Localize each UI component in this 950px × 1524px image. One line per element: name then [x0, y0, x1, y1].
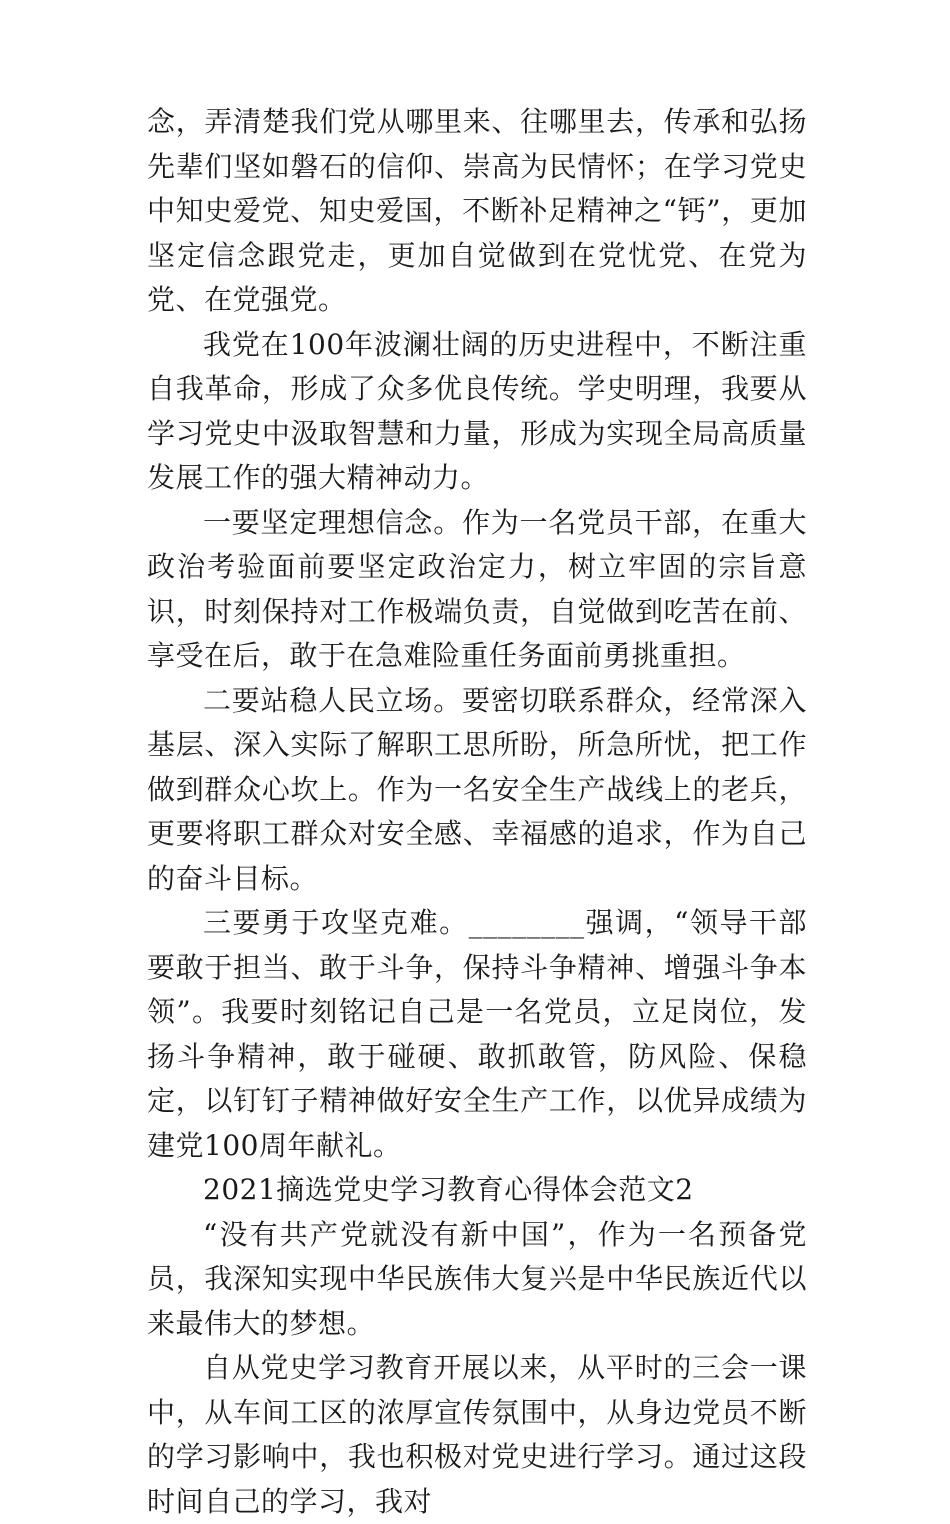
paragraph-ideals-belief: 一要坚定理想信念。作为一名党员干部，在重大政治考验面前要坚定政治定力，树立牢固的宗旨意识，时刻保持对工作极端负责，自觉做到吃苦在前、享受在后，敢于在急难险重任务面前勇挑重担。 [147, 505, 807, 672]
paragraph-history-progress: 我党在100年波澜壮阔的历史进程中，不断注重自我革命，形成了众多优良传统。学史明理，我要从学习党史中汲取智慧和力量，形成为实现全局高质量发展工作的强大精神动力。 [147, 327, 807, 494]
paragraph-study-since: 自从党史学习教育开展以来，从平时的三会一课中，从车间工区的浓厚宣传氛围中，从身边党员不断的学习影响中，我也积极对党史进行学习。通过这段时间自己的学习，我对 [147, 1351, 807, 1518]
paragraph-new-china: “没有共产党就没有新中国”，作为一名预备党员，我深知实现中华民族伟大复兴是中华民族近代以来最伟大的梦想。 [147, 1217, 807, 1340]
paragraph-continuation: 念，弄清楚我们党从哪里来、往哪里去，传承和弘扬先辈们坚如磐石的信仰、崇高为民情怀；在学习党史中知史爱党、知史爱国，不断补足精神之“钙”，更加坚定信念跟党走，更加自觉做到在党忧党、在党为党、在党强党。 [147, 105, 807, 316]
document-body [147, 100, 807, 1524]
paragraph-people-stance: 二要站稳人民立场。要密切联系群众，经常深入基层、深入实际了解职工思所盼，所急所忧，把工作做到群众心坎上。作为一名安全生产战线上的老兵，更要将职工群众对安全感、幸福感的追求，作为自己的奋斗目标。 [147, 683, 807, 895]
section-heading: 2021摘选党史学习教育心得体会范文2 [203, 1173, 694, 1206]
paragraph-overcome-difficulties: 三要勇于攻坚克难。________强调，“领导干部要敢于担当、敢于斗争，保持斗争精神、增强斗争本领”。我要时刻铭记自己是一名党员，立足岗位，发扬斗争精神，敢于碰硬、敢抓敢管，防风险、保稳定，以钉钉子精神做好安全生产工作，以优异成绩为建党100周年献礼。 [147, 906, 807, 1162]
